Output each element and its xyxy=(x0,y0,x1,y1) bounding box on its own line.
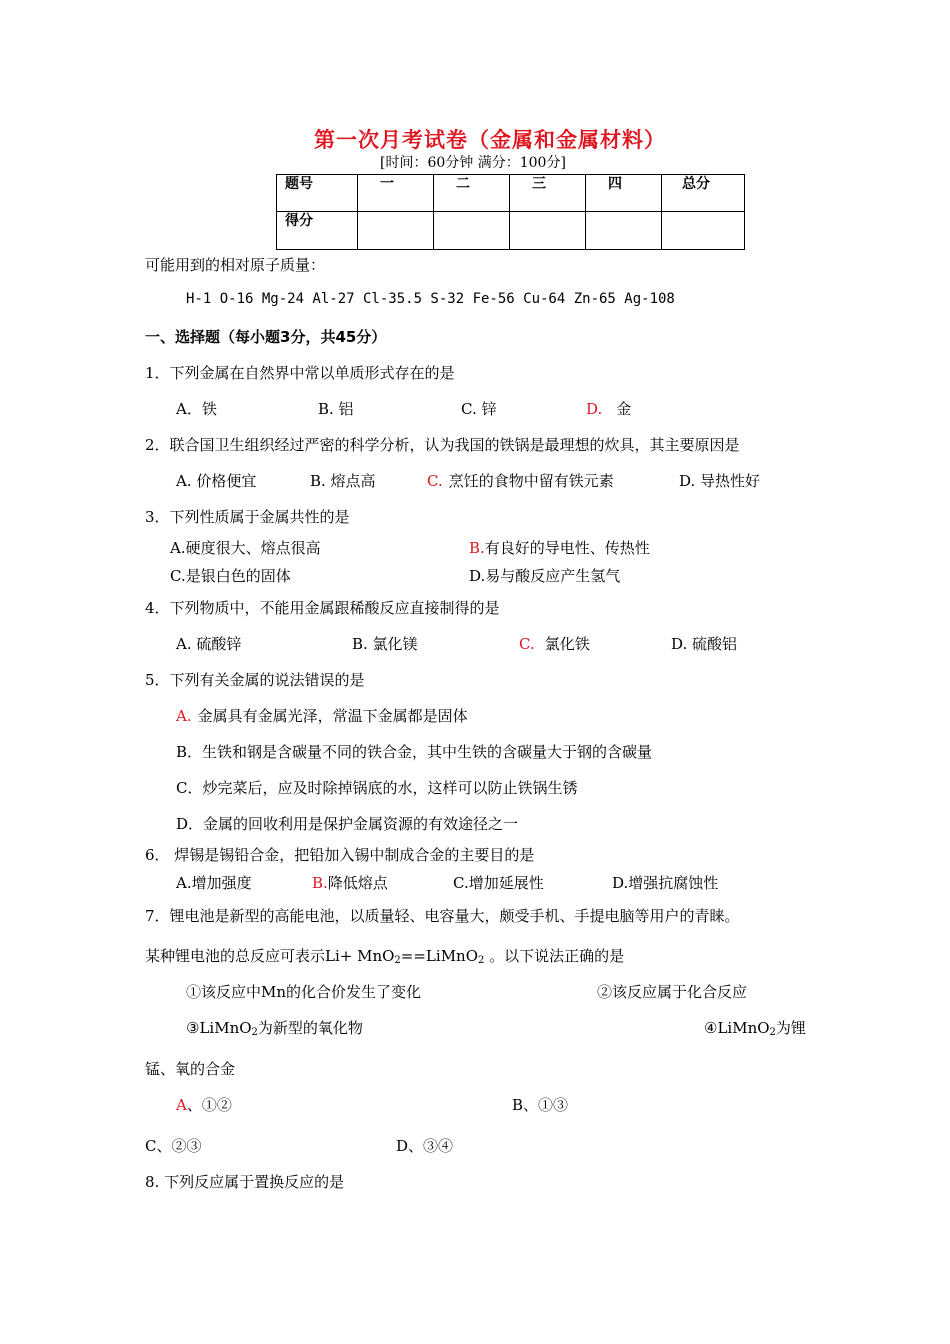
answer-marker: A. xyxy=(176,707,192,725)
question-8-stem: 8. 下列反应属于置换反应的是 xyxy=(145,1173,345,1191)
question-3-stem: 3．下列性质属于金属共性的是 xyxy=(145,508,350,526)
score-header-total: 总分 xyxy=(662,175,745,212)
q3-option-a: A.硬度很大、熔点很高 xyxy=(170,539,321,557)
q3-option-c: C.是银白色的固体 xyxy=(170,567,291,585)
q7-option-b: B、①③ xyxy=(512,1096,569,1114)
q4-option-b: B. 氯化镁 xyxy=(352,635,418,653)
q4-option-d: D. 硫酸铝 xyxy=(671,635,738,653)
q5-option-b: B．生铁和钢是含碳量不同的铁合金，其中生铁的含碳量大于钢的含碳量 xyxy=(176,743,653,761)
atomic-mass-intro: 可能用到的相对原子质量： xyxy=(145,256,326,274)
score-row-label: 得分 xyxy=(277,212,358,250)
q2-option-a: A. 价格便宜 xyxy=(176,472,257,490)
question-6-stem: 6． 焊锡是锡铅合金，把铅加入锡中制成合金的主要目的是 xyxy=(145,846,535,864)
q7-statement-3: ③LiMnO$_2$为新型的氧化物 xyxy=(186,1019,363,1038)
q7-statement-1: ①该反应中Mn的化合价发生了变化 xyxy=(186,983,422,1001)
exam-info: [时间：60分钟 满分：100分] xyxy=(380,155,566,171)
question-5-stem: 5．下列有关金属的说法错误的是 xyxy=(145,671,365,689)
score-header-4: 四 xyxy=(586,175,662,212)
answer-marker: B. xyxy=(469,539,485,557)
q6-option-d: D.增强抗腐蚀性 xyxy=(612,874,719,892)
answer-marker: C. xyxy=(519,635,535,653)
q4-option-a: A. 硫酸锌 xyxy=(176,635,242,653)
score-cell[interactable] xyxy=(510,212,586,250)
answer-marker: B. xyxy=(312,874,328,892)
q5-option-d: D．金属的回收利用是保护金属资源的有效途径之一 xyxy=(176,815,519,833)
question-1-stem: 1．下列金属在自然界中常以单质形式存在的是 xyxy=(145,364,455,382)
score-cell[interactable] xyxy=(434,212,510,250)
q3-option-b: B.有良好的导电性、传热性 xyxy=(469,539,650,557)
q7-statement-4-continued: 锰、氧的合金 xyxy=(145,1060,236,1078)
question-7-reaction: 某种锂电池的总反应可表示Li+ MnO$_2$==LiMnO$_2$ 。以下说法正确的是 xyxy=(145,947,625,966)
score-cell[interactable] xyxy=(586,212,662,250)
answer-marker: A xyxy=(176,1096,187,1114)
page-title: 第一次月考试卷（金属和金属材料） xyxy=(314,128,666,152)
q1-option-b: B. 铝 xyxy=(318,400,354,418)
q6-option-a: A.增加强度 xyxy=(176,874,252,892)
score-cell[interactable] xyxy=(358,212,434,250)
score-header-1: 一 xyxy=(358,175,434,212)
q2-option-d: D. 导热性好 xyxy=(679,472,761,490)
q4-option-c: C. 氯化铁 xyxy=(519,635,590,653)
q7-option-c: C、②③ xyxy=(145,1137,202,1155)
q1-option-a: A．铁 xyxy=(176,400,217,418)
score-cell[interactable] xyxy=(662,212,745,250)
question-7-stem: 7．锂电池是新型的高能电池，以质量轻、电容量大，颇受手机、手提电脑等用户的青睐。 xyxy=(145,907,740,925)
q2-option-b: B. 熔点高 xyxy=(310,472,376,490)
score-table xyxy=(276,174,745,250)
score-header-label: 题号 xyxy=(277,175,358,212)
atomic-mass-list: H-1 O-16 Mg-24 Al-27 Cl-35.5 S-32 Fe-56 Cu-64 Zn-65 Ag-108 xyxy=(186,291,675,307)
q7-statement-4: ④LiMnO$_2$为锂 xyxy=(704,1019,806,1038)
q5-option-c: C．炒完菜后，应及时除掉锅底的水，这样可以防止铁锅生锈 xyxy=(176,779,578,797)
answer-marker: C. xyxy=(427,472,443,490)
answer-marker: D. xyxy=(586,400,603,418)
q1-option-c: C. 锌 xyxy=(461,400,497,418)
section-heading: 一、选择题（每小题3分，共45分） xyxy=(145,328,387,346)
q7-statement-2: ②该反应属于化合反应 xyxy=(597,983,748,1001)
q1-option-d: D. 金 xyxy=(586,400,632,418)
q3-option-d: D.易与酸反应产生氢气 xyxy=(469,567,621,585)
q6-option-b: B.降低熔点 xyxy=(312,874,388,892)
q6-option-c: C.增加延展性 xyxy=(453,874,544,892)
question-4-stem: 4．下列物质中，不能用金属跟稀酸反应直接制得的是 xyxy=(145,599,500,617)
score-header-2: 二 xyxy=(434,175,510,212)
q7-option-a: A、①② xyxy=(176,1096,232,1114)
q5-option-a: A. 金属具有金属光泽，常温下金属都是固体 xyxy=(176,707,468,725)
q7-option-d: D、③④ xyxy=(396,1137,454,1155)
question-2-stem: 2．联合国卫生组织经过严密的科学分析，认为我国的铁锅是最理想的炊具，其主要原因是 xyxy=(145,436,740,454)
q2-option-c: C. 烹饪的食物中留有铁元素 xyxy=(427,472,614,490)
score-header-3: 三 xyxy=(510,175,586,212)
